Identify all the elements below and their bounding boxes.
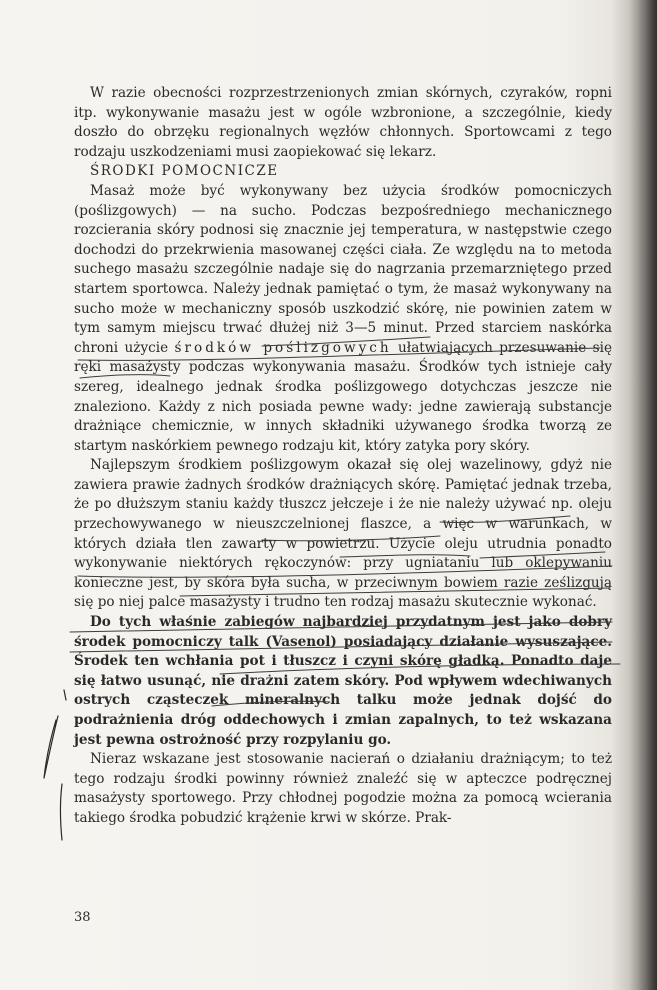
- page-body: [74, 84, 612, 829]
- paragraph-dry-massage-part-a: Masaż może być wykonywany bez użycia środków pomocniczych (poślizgowych) — na sucho. Podczas bezpośredniego mechanicznego rozcierania skóry podnosi się znacznie jej temperatura, w następstwie czego dochodzi do przekrwienia masowanej części ciała. Ze względu na to metoda suchego masażu szczególnie nadaje się do nagrzania przemarzniętego przed startem sportowca. Należy jednak pamiętać o tym, że masaż wykonywany na sucho może w mechaniczny sposób uszkodzić skórę, nie powinien zatem w tym samym miejscu trwać dłużej niż 3—5 minut. Przed starciem naskórka chroni użycie: [74, 182, 612, 356]
- section-heading: ŚRODKI POMOCNICZE: [90, 163, 279, 180]
- paragraph-dry-massage: [74, 182, 612, 456]
- paragraph-dry-massage-part-b: ułatwiających przesuwanie się ręki masażysty podczas wykonywania masażu. Środków tych istnieje cały szereg, idealnego jednak środka poślizgowego dotychczas jeszcze nie znaleziono. Każdy z nich posiada pewne wady: jedne zawierają substancje drażniące chemicznie, w innych składniki używanego środka tworzą ze startym naskórkiem pewnego rodzaju kit, który zatyka pory skóry.: [74, 339, 613, 454]
- emphasized-term: środków poślizgowych: [174, 339, 392, 356]
- paragraph-vaseline-oil: Najlepszym środkiem poślizgowym okazał się olej wazelinowy, gdyż nie zawiera prawie żadnych środków drażniących skórę. Pamiętać jednak trzeba, że po dłuższym staniu każdy tłuszcz jełczeje i że nie należy używać np. oleju przechowywanego w nieuszczelnionej flaszce, a więc w warunkach, w których działa tlen zawarty w powietrzu. Użycie oleju utrudnia ponadto wykonywanie niektórych rękoczynów: przy ugniataniu lub oklepywaniu konieczne jest, by skóra była sucha, w przeciwnym bowiem razie ześlizgują się po niej palce masażysty i trudno ten rodzaj masażu skutecznie wykonać.: [74, 457, 612, 611]
- bold-section: [74, 613, 612, 829]
- paragraph-irritants: Nieraz wskazane jest stosowanie nacierań o działaniu drażniącym; to też tego rodzaju środki powinny również znaleźć się w apteczce podręcznej masażysty sportowego. Przy chłodnej pogodzie można za pomocą wcierania takiego środka pobudzić krążenie krwi w skórze. Prak-: [74, 751, 612, 826]
- book-spine-shadow: [629, 0, 657, 990]
- page-number: 38: [74, 910, 91, 925]
- margin-bracket-icon: [44, 690, 66, 840]
- paragraph-skin-conditions: W razie obecności rozprzestrzenionych zmian skórnych, czyraków, ropni itp. wykonywanie masażu jest w ogóle wzbronione, a szczególnie, kiedy doszło do obrzęku regionalnych węzłów chłonnych. Sportowcami z tego rodzaju uszkodzeniami musi zaopiekować się lekarz.: [74, 85, 612, 160]
- paragraph-talc: Do tych właśnie zabiegów najbardziej przydatnym jest jako dobry środek pomocniczy talk (Vasenol) posiadający działanie wysuszające. Środek ten wchłania pot i tłuszcz i czyni skórę gładką. Ponadto daje się łatwo usunąć, nie drażni zatem skóry. Pod wpływem wdechiwanych ostrych cząsteczek mineralnych talku może jednak dojść do podrażnienia dróg oddechowych i zmian zapalnych, to też wskazana jest pewna ostrożność przy rozpylaniu go.: [74, 614, 612, 748]
